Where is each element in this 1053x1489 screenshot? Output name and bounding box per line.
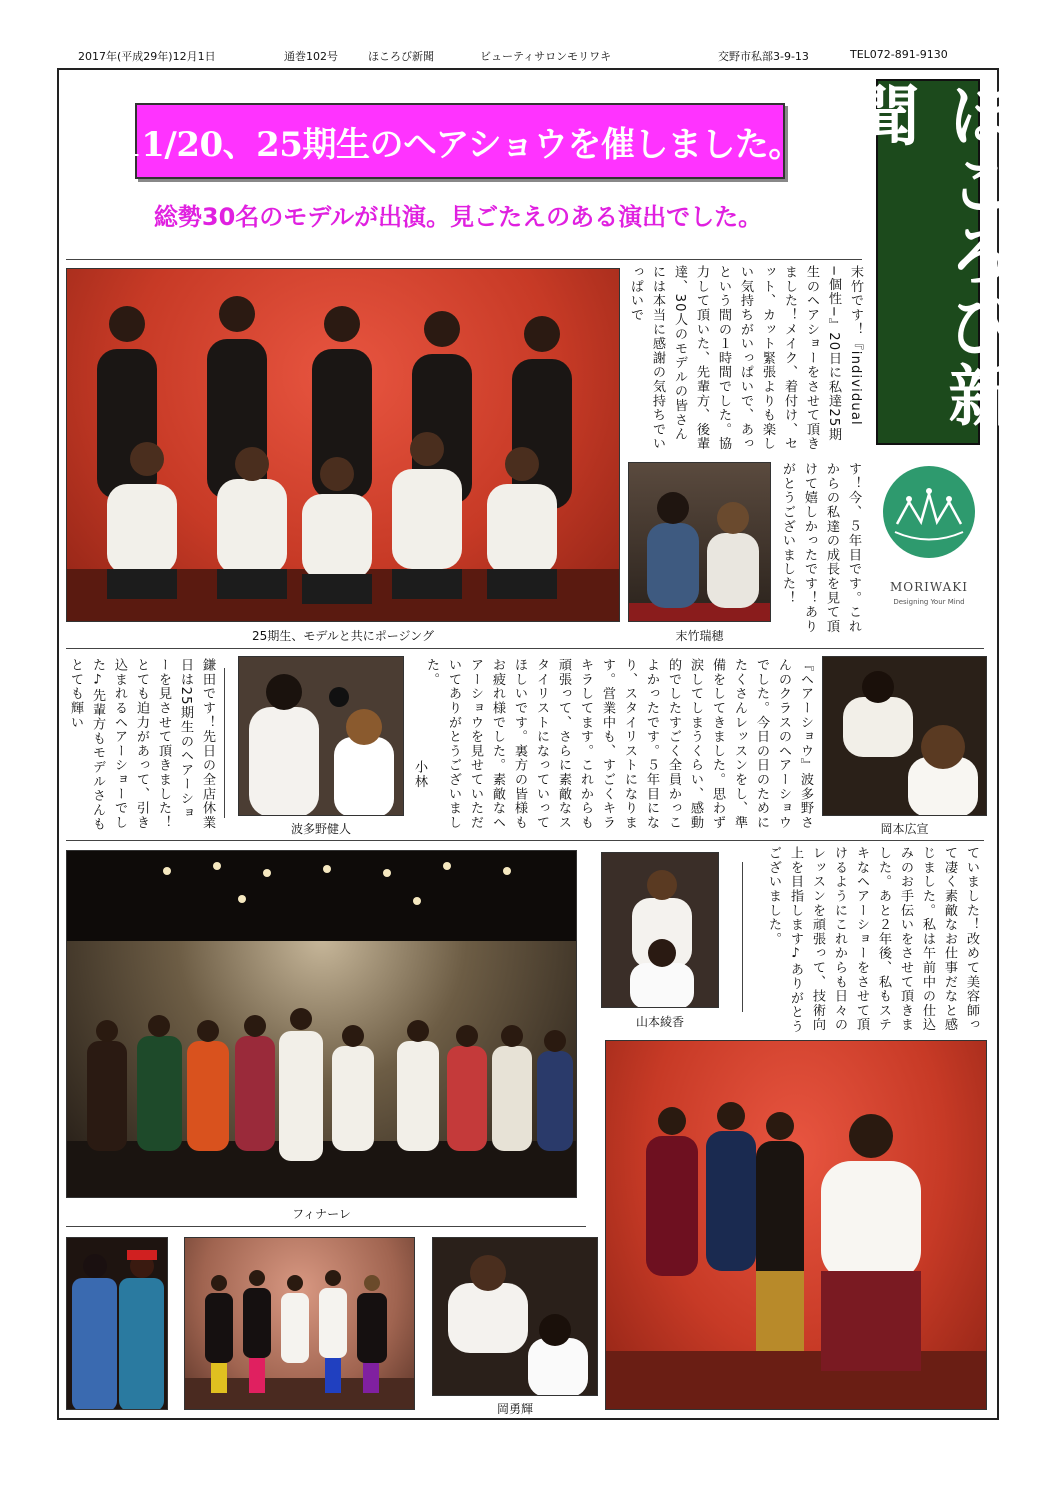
- salon-address: 交野市私部3-9-13: [718, 50, 809, 63]
- divider: [66, 259, 862, 260]
- salon-tel: TEL072-891-9130: [850, 48, 948, 61]
- photo-posing-group: [66, 268, 620, 622]
- photo-lineup: [184, 1237, 415, 1410]
- caption-suetake: 末竹瑞穂: [675, 629, 724, 643]
- photo-hatano: [238, 656, 404, 816]
- paper-name-small: ほころび新聞: [368, 50, 434, 63]
- divider: [224, 668, 225, 818]
- masthead: [842, 79, 1014, 445]
- issue-number: 通巻102号: [284, 50, 338, 63]
- logo-tagline: Designing Your Mind: [893, 598, 965, 606]
- caption-okamoto: 岡本広宣: [880, 822, 929, 836]
- divider: [742, 862, 743, 1012]
- article-kobayashi: 『ヘアーショウ』波多野さんのクラスのヘアーショウでした。今日の日のためにたくさんレッスンをし、準備をしてきました。思わず涙してしまうくらい、感動的でしたすごく全員かっこよかったです。５年目になり、スタイリストになります。営業中も、すごくキラキラしてます。これからも頑張って、さらに素敵なスタイリストになっていってほしいです。裏方の皆様もお疲れ様でした。素敵なヘアーショウを見せていただいてありがとうございました。: [424, 658, 813, 830]
- headline-box: [118, 103, 802, 179]
- caption-yamamoto: 山本綾香: [635, 1015, 684, 1029]
- subheadline: 総勢30名のモデルが出演。見ごたえのある演出でした。: [153, 203, 763, 231]
- caption-finale: フィナーレ: [292, 1207, 351, 1221]
- photo-oka: [432, 1237, 598, 1396]
- moriwaki-logo: [879, 462, 979, 612]
- issue-date: 2017年(平成29年)12月1日: [78, 50, 216, 63]
- article-suetake-2: す！今、５年目です。これからの私達の成長を見て頂けて嬉しかったです！ありがとうございました！: [780, 462, 861, 634]
- masthead-title: ほころび新聞: [842, 81, 1014, 431]
- article-kamata-1: 鎌田です！先日の全店休業日は25期生のヘアーショーを見させて頂きました！とても迫力があって、引き込まれるヘアーショーでした♪先輩方もモデルさんもとても輝い: [68, 658, 215, 832]
- photo-okamoto: [822, 656, 987, 816]
- caption-posing: 25期生、モデルと共にポージング: [252, 629, 434, 643]
- photo-yamamoto: [601, 852, 719, 1008]
- headline: 11/20、25期生のヘアショウを催しました。: [118, 124, 802, 165]
- logo-name: MORIWAKI: [889, 580, 968, 594]
- article-kamata-2: ていました！改めて美容師って凄く素敵なお仕事だなと感じました。私は午前中の仕込みのお手伝いをさせて頂きました。あと２年後、私もステキなヘアーショーをさせて頂けるようにこれからも日々のレッスンを頑張って、技術向上を目指します♪ありがとうございました。: [766, 846, 979, 1034]
- salon-name: ビューティサロンモリワキ: [480, 50, 612, 63]
- caption-oka: 岡勇輝: [496, 1402, 533, 1416]
- photo-kimono-models: [66, 1237, 168, 1410]
- article-kobayashi-sign: 小林: [412, 760, 427, 789]
- photo-red-stage-models: [605, 1040, 987, 1410]
- divider: [66, 648, 984, 649]
- divider: [66, 840, 984, 841]
- divider: [66, 1226, 586, 1227]
- caption-hatano: 波多野健人: [290, 822, 351, 836]
- photo-suetake: [628, 462, 771, 622]
- article-suetake-1: 末竹です！『individual −個性−』20日に私達25期生のヘアショーをさせて頂きました！メイク、着付け、セット、カット緊張よりも楽しい気持ちがいっぱいで、あっという間の１時間でした。協力して頂いた、先輩方、後輩達、30人のモデルの皆さんには本当に感謝の気持ちでいっぱいで: [628, 265, 863, 451]
- photo-finale: [66, 850, 577, 1198]
